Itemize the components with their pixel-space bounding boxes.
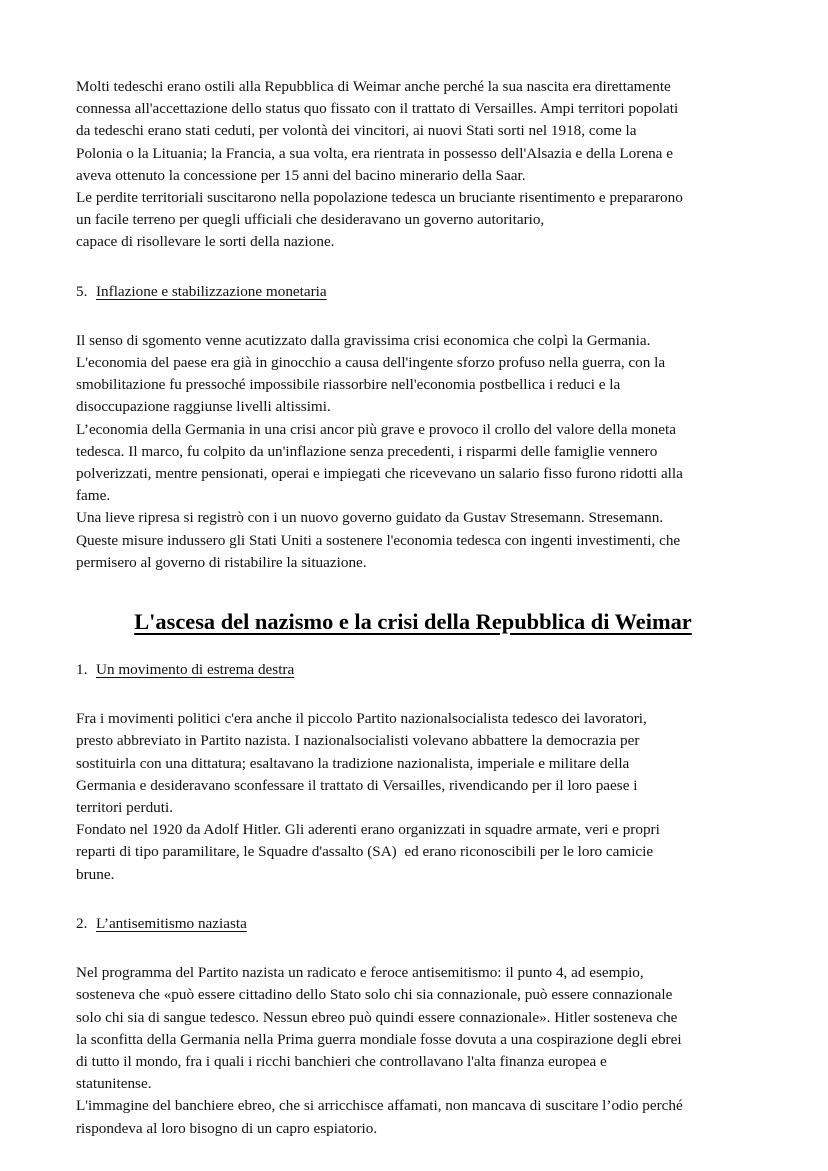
text-line: L’economia della Germania in una crisi ancor più grave e provoco il crollo del valore della moneta	[76, 420, 676, 438]
text-line: Germania e desideravano sconfessare il trattato di Versailles, rivendicando per il loro paese i	[76, 776, 638, 794]
text-line: Polonia o la Lituania; la Francia, a sua volta, era rientrata in possesso dell'Alsazia e della Lorena e	[76, 144, 673, 162]
text-line: sostituirla con una dittatura; esaltavano la tradizione nazionalista, imperiale e militare della	[76, 754, 630, 772]
heading-number: 1.	[76, 661, 88, 679]
vertical-spacer	[76, 574, 750, 607]
paragraph-partito-nazista	[76, 708, 750, 886]
text-line: Fondato nel 1920 da Adolf Hitler. Gli aderenti erano organizzati in squadre armate, veri e propri	[76, 821, 660, 839]
text-line: L'economia del paese era già in ginocchio a causa dell'ingente sforzo profuso nella guerra, con la	[76, 354, 666, 372]
text-line: da tedeschi erano stati ceduti, per volontà dei vincitori, ai nuovi Stati sorti nel 1918, come la	[76, 122, 637, 140]
text-line: L'immagine del banchiere ebreo, che si arricchisce affamati, non mancava di suscitare l’odio perché	[76, 1097, 683, 1115]
paragraph-crisi-economica	[76, 330, 750, 574]
vertical-spacer	[76, 254, 750, 281]
text-line: polverizzati, mentre pensionati, operai e impiegati che ricevevano un salario fisso furono ridotti alla	[76, 465, 683, 483]
heading-label: Un movimento di estrema destra	[96, 661, 295, 679]
text-line: solo chi sia di sangue tedesco. Nessun ebreo può quindi essere connazionale». Hitler sosteneva che	[76, 1008, 678, 1026]
text-line: Una lieve ripresa si registrò con i un nuovo governo guidato da Gustav Stresemann. Stresemann.	[76, 509, 664, 527]
text-line: fame.	[76, 487, 111, 505]
text-line: brune.	[76, 865, 115, 883]
vertical-spacer	[76, 681, 750, 708]
heading-number: 5.	[76, 282, 88, 300]
heading-number: 2.	[76, 914, 88, 932]
heading-label: Inflazione e stabilizzazione monetaria	[96, 282, 327, 300]
text-line: statunitense.	[76, 1075, 152, 1093]
vertical-spacer	[76, 886, 750, 913]
heading-5-inflazione	[76, 281, 750, 303]
text-line: Molti tedeschi erano ostili alla Repubblica di Weimar anche perché la sua nascita era direttamente	[76, 78, 671, 95]
text-line: rispondeva al loro bisogno di un capro espiatorio.	[76, 1119, 378, 1137]
vertical-spacer	[76, 935, 750, 962]
text-line: aveva ottenuto la concessione per 15 anni del bacino minerario della Saar.	[76, 166, 526, 184]
paragraph-weimar-hostility	[76, 76, 750, 254]
text-line: sosteneva che «può essere cittadino dello Stato solo chi sia connazionale, può essere connazionale	[76, 986, 673, 1004]
page-title	[76, 607, 750, 637]
vertical-spacer	[76, 303, 750, 330]
text-line: Il senso di sgomento venne acutizzato dalla gravissima crisi economica che colpì la Germania.	[76, 331, 651, 349]
heading-2-antisemitismo	[76, 913, 750, 935]
heading-label: L’antisemitismo naziasta	[96, 914, 247, 932]
text-line: reparti di tipo paramilitare, le Squadre d'assalto (SA) ed erano riconoscibili per le loro camicie	[76, 843, 654, 861]
text-line: smobilitazione fu pressoché impossibile riassorbire nell'economia postbellica i reduci e la	[76, 376, 621, 394]
text-line: un facile terreno per quegli ufficiali che desideravano un governo autoritario,	[76, 211, 545, 229]
document-body	[76, 76, 750, 1140]
heading-1-movimento	[76, 659, 750, 681]
text-line: tedesca. Il marco, fu colpito da un'inflazione senza precedenti, i risparmi delle famiglie vennero	[76, 442, 658, 460]
text-line: presto abbreviato in Partito nazista. I nazionalsocialisti volevano abbattere la democrazia per	[76, 732, 640, 750]
text-line: permisero al governo di ristabilire la situazione.	[76, 553, 367, 571]
text-line: la sconfitta della Germania nella Prima guerra mondiale fosse dovuta a una cospirazione degli ebrei	[76, 1030, 682, 1048]
text-line: Fra i movimenti politici c'era anche il piccolo Partito nazionalsocialista tedesco dei lavoratori,	[76, 710, 647, 728]
text-line: Nel programma del Partito nazista un radicato e feroce antisemitismo: il punto 4, ad esempio,	[76, 964, 644, 982]
text-line: territori perduti.	[76, 799, 173, 817]
text-line: disoccupazione raggiunse livelli altissimi.	[76, 398, 331, 416]
text-line: Le perdite territoriali suscitarono nella popolazione tedesca un bruciante risentimento e prepararono	[76, 189, 683, 207]
paragraph-antisemitismo	[76, 962, 750, 1140]
text-line: Queste misure indussero gli Stati Uniti a sostenere l'economia tedesca con ingenti investimenti, che	[76, 531, 681, 549]
text-line: di tutto il mondo, fra i quali i ricchi banchieri che controllavano l'alta finanza europea e	[76, 1052, 607, 1070]
text-line: connessa all'accettazione dello status quo fissato con il trattato di Versailles. Ampi territori popolati	[76, 100, 679, 118]
vertical-spacer	[76, 637, 750, 659]
text-line: capace di risollevare le sorti della nazione.	[76, 233, 335, 251]
page-title-text: L'ascesa del nazismo e la crisi della Repubblica di Weimar	[134, 609, 692, 635]
